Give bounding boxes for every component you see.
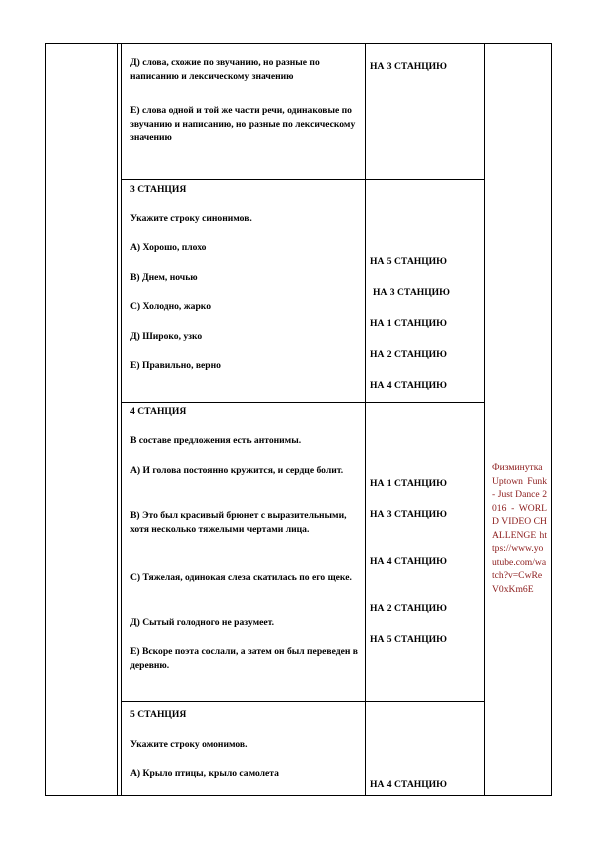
station-3-option-d: Д) Широко, узко <box>130 331 203 342</box>
column-divider-1 <box>117 43 118 796</box>
station-3-task: Укажите строку синонимов. <box>130 213 252 224</box>
column-divider-2 <box>121 43 122 796</box>
column-divider-left <box>45 43 46 796</box>
station-4-answer-1: НА 1 СТАНЦИЮ <box>370 478 447 489</box>
option-e: Е) слова одной и той же части речи, одинаковые по звучанию и написанию, но разные по лексическому значению <box>130 105 356 143</box>
station-4-answer-3: НА 4 СТАНЦИЮ <box>370 556 447 567</box>
station-3-answer-4: НА 2 СТАНЦИЮ <box>370 349 447 360</box>
station-3-option-e: Е) Правильно, верно <box>130 360 221 371</box>
station-3-option-b: В) Днем, ночью <box>130 272 198 283</box>
station-4-option-a: А) И голова постоянно кружится, и сердце болит. <box>130 465 344 476</box>
station-3-answer-3: НА 1 СТАНЦИЮ <box>370 318 447 329</box>
station-4-option-d: Д) Сытый голодного не разумеет. <box>130 617 275 628</box>
physical-exercise-note: Физминутка Uptown Funk - Just Dance 2016 - WORLD VIDEO CHALLENGE https://www.youtube.com/watch?v=CwReV0xKm6E <box>492 462 547 595</box>
option-d: Д) слова, схожие по звучанию, но разные по написанию и лексическому значению <box>130 57 320 82</box>
station-5-answer-1: НА 4 СТАНЦИЮ <box>370 779 447 790</box>
station-5-option-a: А) Крыло птицы, крыло самолета <box>130 768 279 779</box>
station-3-title: 3 СТАНЦИЯ <box>130 184 187 195</box>
station-4-answer-2: НА 3 СТАНЦИЮ <box>370 509 447 520</box>
station-5-title: 5 СТАНЦИЯ <box>130 709 187 720</box>
column-divider-right <box>551 43 552 796</box>
station-4-option-b: В) Это был красивый брюнет с выразительными, хотя несколько тяжелыми чертами лица. <box>130 510 347 535</box>
station-3-answer-5: НА 4 СТАНЦИЮ <box>370 380 447 391</box>
station-4-answer-4: НА 2 СТАНЦИЮ <box>370 603 447 614</box>
column-divider-3 <box>365 43 366 796</box>
station-4-option-e: Е) Вскоре поэта сослали, а затем он был переведен в деревню. <box>130 646 358 671</box>
station-4-task: В составе предложения есть антонимы. <box>130 435 302 446</box>
station-4-title: 4 СТАНЦИЯ <box>130 406 187 417</box>
station-3-answer-2: НА 3 СТАНЦИЮ <box>373 287 450 298</box>
row-divider-2 <box>121 402 485 403</box>
station-4-option-c: С) Тяжелая, одинокая слеза скатилась по его щеке. <box>130 572 352 583</box>
station-5-task: Укажите строку омонимов. <box>130 739 248 750</box>
answer-label: НА 3 СТАНЦИЮ <box>370 61 447 72</box>
station-4-answer-5: НА 5 СТАНЦИЮ <box>370 634 447 645</box>
column-divider-4 <box>484 43 485 796</box>
row-divider-3 <box>121 701 485 702</box>
row-divider-1 <box>121 179 485 180</box>
station-3-option-a: А) Хорошо, плохо <box>130 242 207 253</box>
station-3-answer-1: НА 5 СТАНЦИЮ <box>370 256 447 267</box>
station-3-option-c: С) Холодно, жарко <box>130 301 211 312</box>
